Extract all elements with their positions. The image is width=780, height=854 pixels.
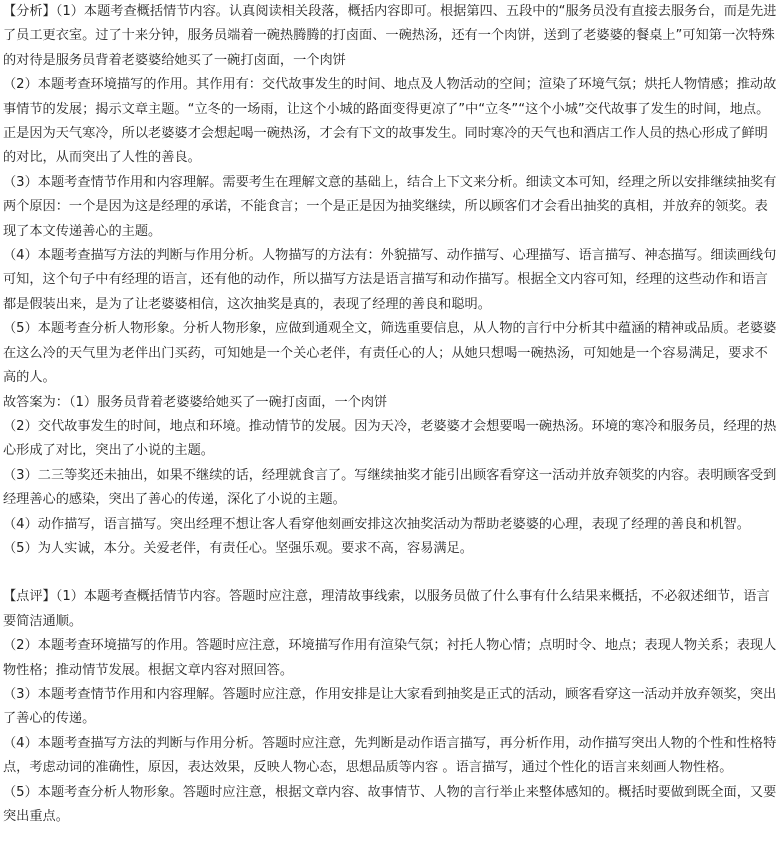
comment-paragraph-5: （5）本题考查分析人物形象。答题时应注意，根据文章内容、故事情节、人物的言行举止来整体感知的。概括时要做到既全面，又要突出重点。 xyxy=(3,784,777,824)
analysis-paragraph-1: 【分析】（1）本题考查概括情节内容。认真阅读相关段落，概括内容即可。根据第四、五段中的“服务员没有直接去服务台，而是先进了员工更衣室。过了十来分钟，服务员端着一碗热腾腾的打卤面、一碗热汤，还有一个肉饼，送到了老婆婆的餐桌上”可知第一次特殊的对待是服务员背着老婆婆给她买了一碗打卤面，一个肉饼 xyxy=(3,4,777,68)
analysis-paragraph-3: （3）本题考查情节作用和内容理解。需要考生在理解文意的基础上，结合上下文来分析。细读文本可知，经理之所以安排继续抽奖有两个原因：一个是因为这是经理的承诺，不能食言；一个是正是因为抽奖继续，所以顾客们才会看出抽奖的真相，并放弃的领奖。表现了本文传递善心的主题。 xyxy=(3,174,777,239)
comments-section xyxy=(3,585,780,829)
answer-paragraph-1: 故答案为：（1）服务员背着老婆婆给她买了一碗打卤面，一个肉饼 xyxy=(3,394,388,410)
answer-paragraph-4: （4）动作描写，语言描写。突出经理不想让客人看穿他刻画安排这次抽奖活动为帮助老婆婆的心理，表现了经理的善良和机智。 xyxy=(3,516,750,532)
section-spacer xyxy=(3,561,780,585)
answer-paragraph-3: （3）二三等奖还未抽出，如果不继续的话，经理就食言了。写继续抽奖才能引出顾客看穿这一活动并放弃领奖的内容。表明顾客受到经理善心的感染，突出了善心的传递，深化了小说的主题。 xyxy=(3,467,777,508)
comment-paragraph-2: （2）本题考查环境描写的作用。答题时应注意，环境描写作用有渲染气氛；衬托人物心情；点明时令、地点；表现人物关系；表现人物性格；推动情节发展。根据文章内容对照回答。 xyxy=(3,638,777,678)
analysis-paragraph-2: （2）本题考查环境描写的作用。其作用有：交代故事发生的时间、地点及人物活动的空间；渲染了环境气氛；烘托人物情感；推动故事情节的发展；揭示文章主题。“立冬的一场雨，让这个小城的路面变得更凉了”中“立冬”“这个小城”交代故事了发生的时间，地点。正是因为天气寒冷，所以老婆婆才会想起喝一碗热汤，才会有下文的故事发生。同时寒冷的天气也和酒店工作人员的热心形成了鲜明的对比，从而突出了人性的善良。 xyxy=(3,77,777,166)
comment-paragraph-1: 【点评】（1）本题考查概括情节内容。答题时应注意，理清故事线索，以服务员做了什么事有什么结果来概括，不必叙述细节，语言要简洁通顺。 xyxy=(3,589,770,629)
answer-paragraph-5: （5）为人实诚，本分。关爱老伴，有责任心。坚强乐观。要求不高，容易满足。 xyxy=(3,540,473,556)
comment-paragraph-3: （3）本题考查情节作用和内容理解。答题时应注意，作用安排是让大家看到抽奖是正式的活动，顾客看穿这一活动并放弃领奖，突出了善心的传递。 xyxy=(3,686,777,727)
analysis-paragraph-4: （4）本题考查描写方法的判断与作用分析。人物描写的方法有：外貌描写、动作描写、心理描写、语言描写、神态描写。细读画线句可知，这个句子中有经理的语言，还有他的动作，所以描写方法是语言描写和动作描写。根据全文内容可知，经理的这些动作和语言都是假装出来，是为了让老婆婆相信，这次抽奖是真的，表现了经理的善良和聪明。 xyxy=(3,248,777,312)
answer-paragraph-2: （2）交代故事发生的时间，地点和环境。推动情节的发展。因为天冷，老婆婆才会想要喝一碗热汤。环境的寒冷和服务员，经理的热心形成了对比，突出了小说的主题。 xyxy=(3,418,777,459)
answers-section xyxy=(3,391,780,562)
comment-paragraph-4: （4）本题考查描写方法的判断与作用分析。答题时应注意，先判断是动作语言描写，再分析作用，动作描写突出人物的个性和性格特点，考虑动词的准确性，原因，表达效果，反映人物心态，思想品质等内容 。语言描写，通过个性化的语言来刻画人物性格。 xyxy=(3,735,777,776)
analysis-section xyxy=(3,0,780,391)
analysis-paragraph-5: （5）本题考查分析人物形象。分析人物形象，应做到通观全文，筛选重要信息，从人物的言行中分析其中蕴涵的精神或品质。老婆婆在这么冷的天气里为老伴出门买药，可知她是一个关心老伴，有责任心的人；从她只想喝一碗热汤，可知她是一个容易满足，要求不高的人。 xyxy=(3,321,777,386)
